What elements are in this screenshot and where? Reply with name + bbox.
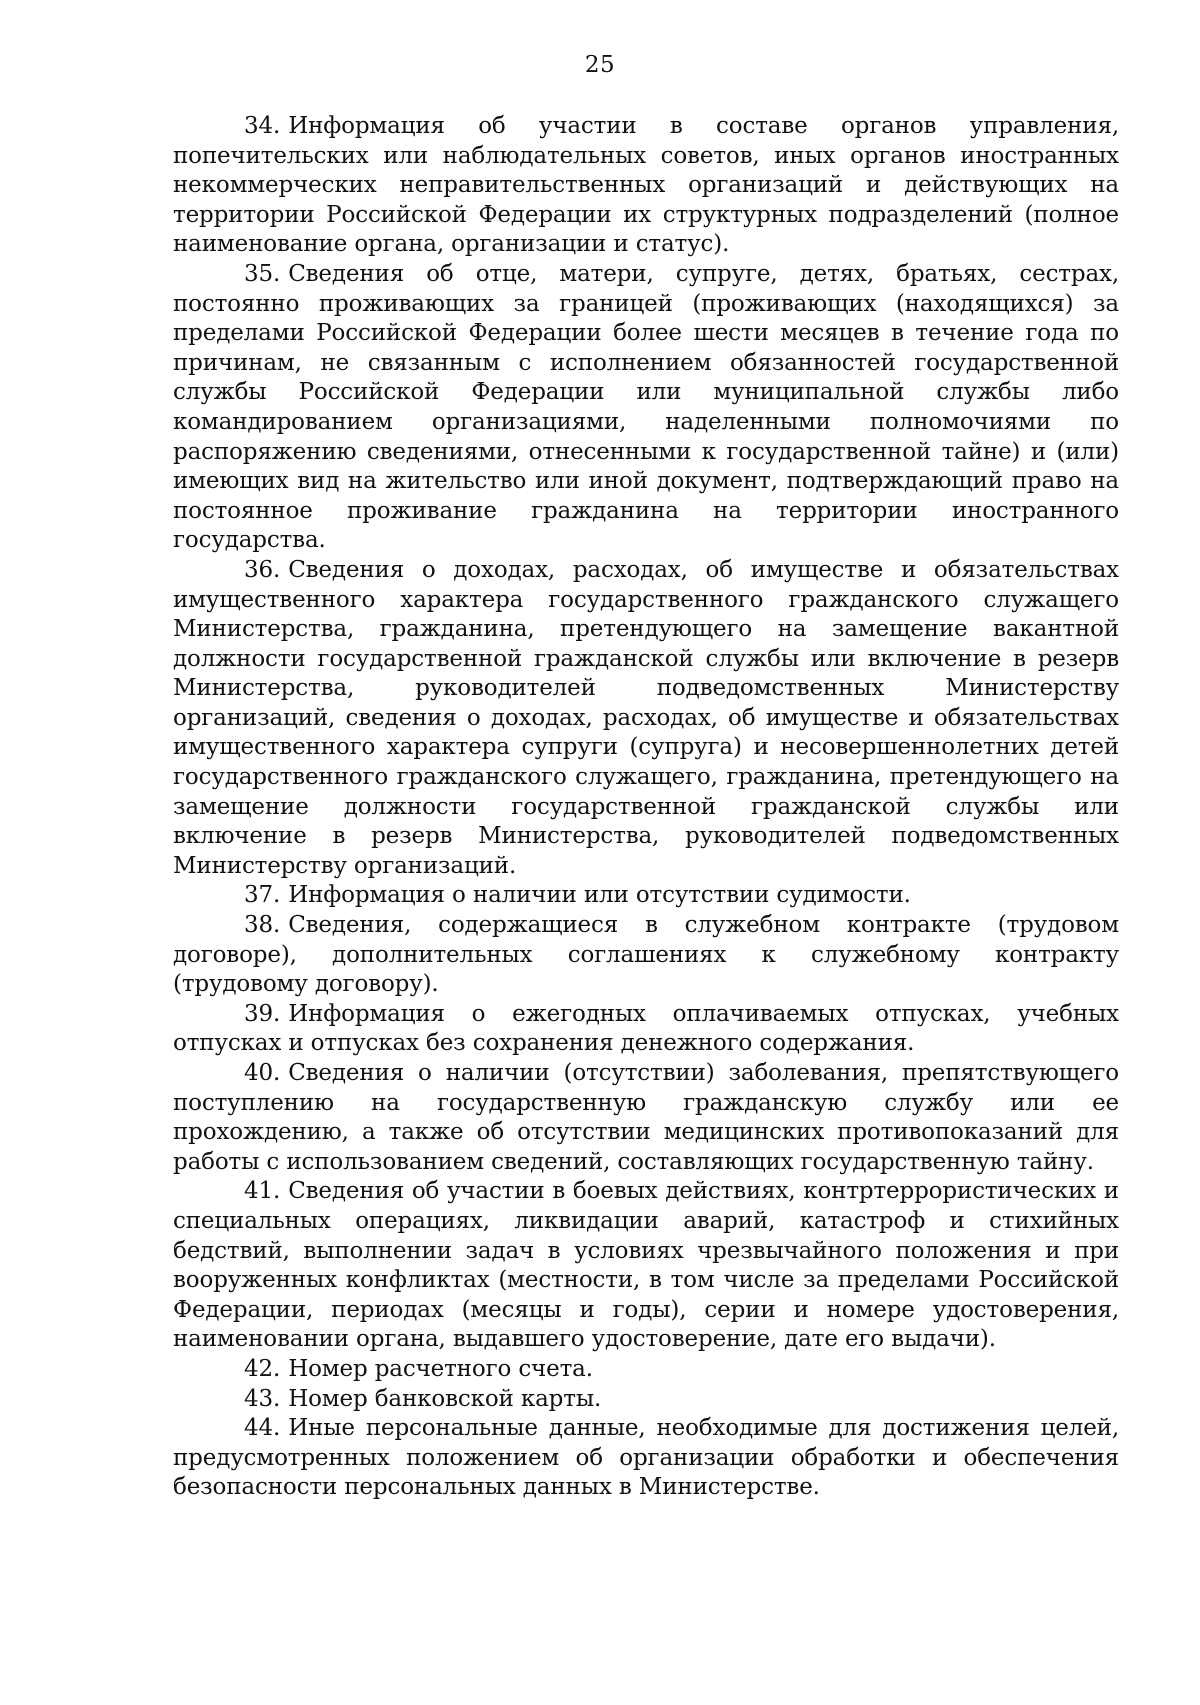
paragraph-text: Информация о ежегодных оплачиваемых отпусках, учебных отпусках и отпусках без сохранения денежного содержания. [173,1000,1119,1057]
paragraph-39 [173,1000,1119,1059]
paragraph-text: Информация о наличии или отсутствии судимости. [288,882,911,909]
paragraph-number: 44. [244,1415,281,1442]
paragraph-number: 36. [244,556,281,583]
paragraph-number: 38. [244,912,281,939]
paragraph-text: Сведения об отце, матери, супруге, детях, братьях, сестрах, постоянно проживающих за границей (проживающих (находящихся) за пределами Российской Федерации более шести месяцев в течение года по причинам, не связанным с исполнением обязанностей государственной службы Российской Федерации или муниципальной службы либо командированием организациями, наделенными полномочиями по распоряжению сведениями, отнесенными к государственной тайне) и (или) имеющих вид на жительство или иной документ, подтверждающий право на постоянное проживание гражданина на территории иностранного государства. [173,260,1119,554]
paragraph-37 [173,881,1119,911]
paragraph-number: 40. [244,1060,281,1086]
page-number: 25 [584,52,616,78]
paragraph-41 [173,1177,1119,1355]
paragraph-36 [173,556,1119,882]
paragraph-text: Номер расчетного счета. [288,1355,593,1382]
paragraph-35 [173,260,1119,556]
paragraph-text: Номер банковской карты. [288,1385,602,1412]
paragraph-text: Сведения о доходах, расходах, об имуществе и обязательствах имущественного характера государственного гражданского служащего Министерства, гражданина, претендующего на замещение вакантной должности государственной гражданской службы или включение в резерв Министерства, руководителей подведомственных Министерству организаций, сведения о доходах, расходах, об имуществе и обязательствах имущественного характера супруги (супруга) и несовершеннолетних детей государственного гражданского служащего, гражданина, претендующего на замещение должности государственной гражданской службы или включение в резерв Министерства, руководителей подведомственных Министерству организаций. [173,556,1119,879]
paragraph-number: 35. [244,260,281,287]
paragraph-text: Информация об участии в составе органов управления, попечительских или наблюдательных советов, иных органов иностранных некоммерческих неправительственных организаций и действующих на территории Российской Федерации их структурных подразделений (полное наименование органа, организации и статус). [173,113,1119,258]
paragraph-44 [173,1414,1119,1503]
paragraph-text: Сведения об участии в боевых действиях, контртеррористических и специальных операциях, ликвидации аварий, катастроф и стихийных бедствий, выполнении задач в условиях чрезвычайного положения и при вооруженных конфликтах (местности, в том числе за пределами Российской Федерации, периодах (месяцы и годы), серии и номере удостоверения, наименовании органа, выдавшего удостоверение, дате его выдачи). [173,1178,1119,1353]
paragraph-number: 41. [244,1178,281,1205]
paragraph-40 [173,1059,1119,1177]
paragraph-number: 42. [244,1355,281,1382]
paragraph-number: 39. [244,1000,281,1027]
paragraph-text: Иные персональные данные, необходимые для достижения целей, предусмотренных положением об организации обработки и обеспечения безопасности персональных данных в Министерстве. [173,1415,1119,1501]
paragraph-38 [173,911,1119,1000]
paragraph-number: 43. [244,1385,281,1412]
paragraph-34 [173,112,1119,260]
paragraph-43 [173,1385,1119,1415]
paragraph-number: 37. [244,882,281,909]
document-body [173,112,1119,1503]
paragraph-42 [173,1355,1119,1385]
paragraph-text: Сведения о наличии (отсутствии) заболевания, препятствующего поступлению на государственную гражданскую службу или ее прохождению, а также об отсутствии медицинских противопоказаний для работы с использованием сведений, составляющих государственную тайну. [173,1060,1119,1175]
paragraph-text: Сведения, содержащиеся в служебном контракте (трудовом договоре), дополнительных соглашениях к служебному контракту (трудовому договору). [173,912,1119,998]
paragraph-number: 34. [244,113,281,139]
